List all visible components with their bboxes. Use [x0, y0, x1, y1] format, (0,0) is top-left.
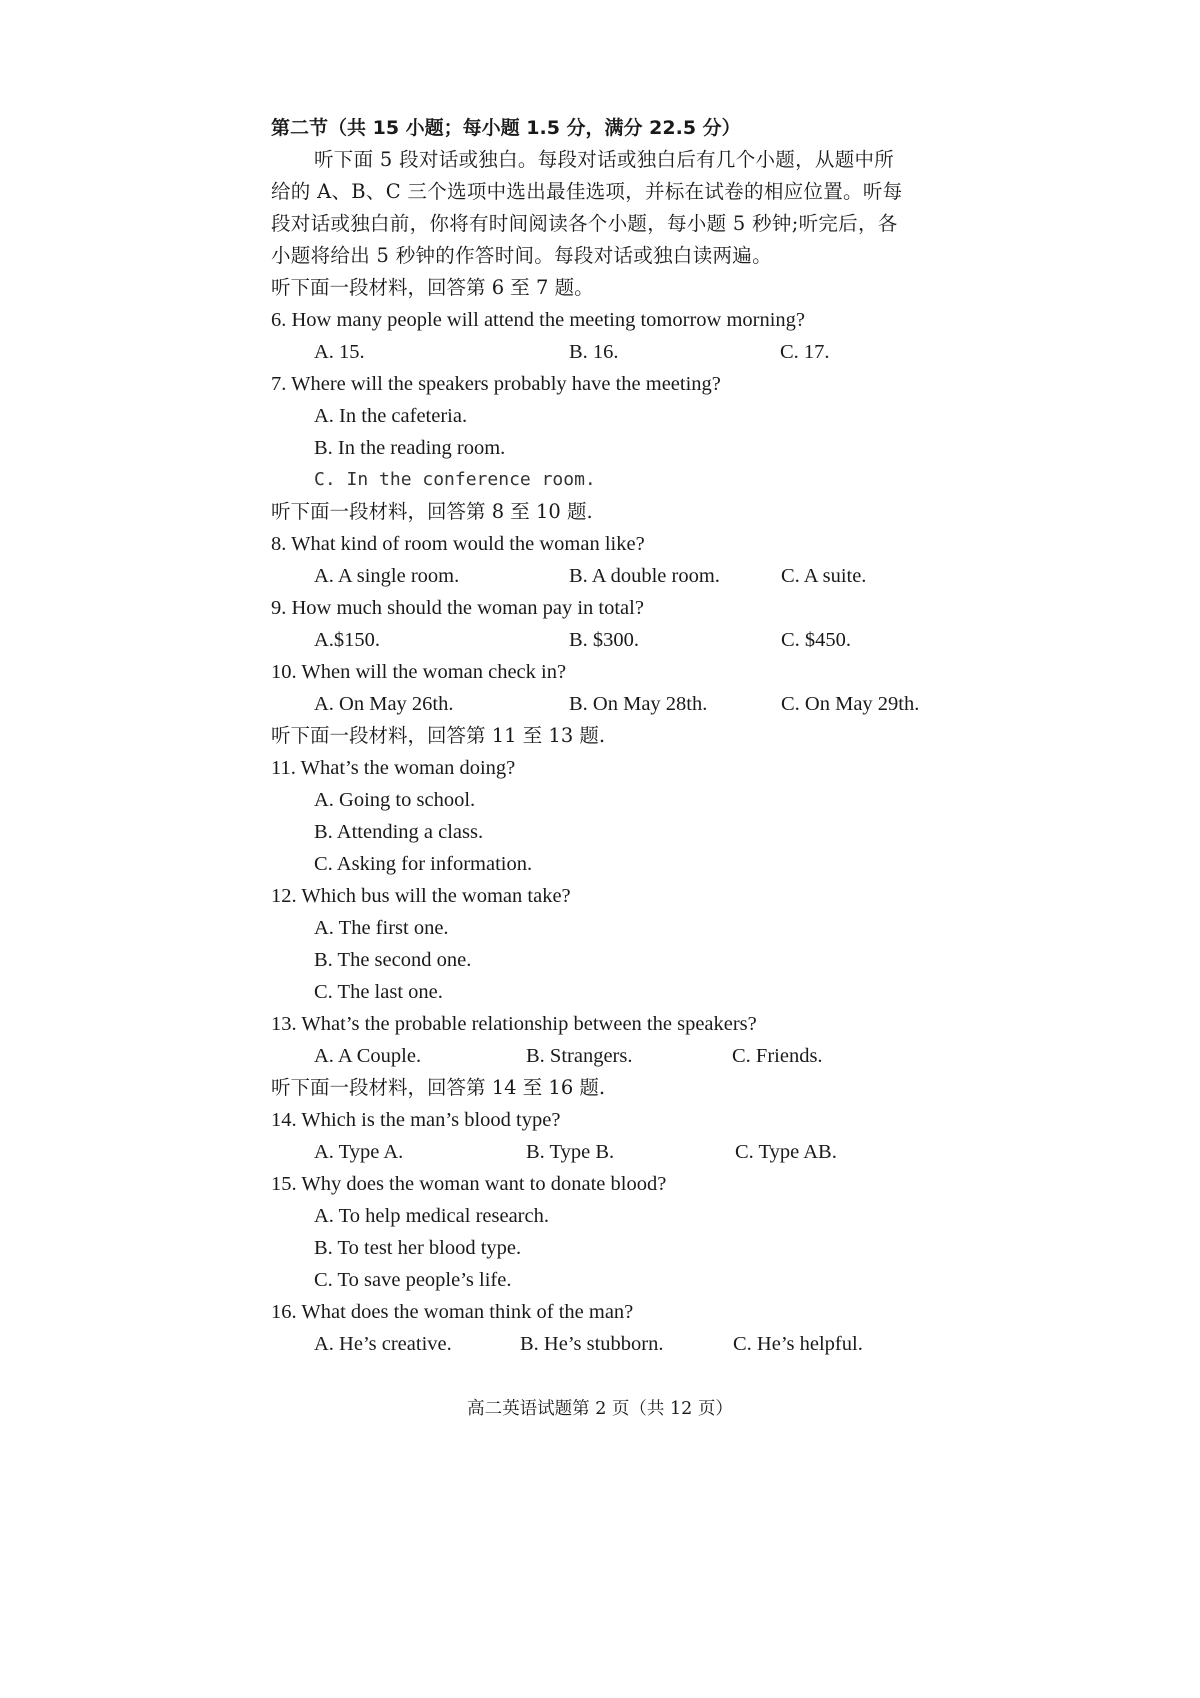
question-stem: 15. Why does the woman want to donate blood?: [271, 1173, 667, 1195]
option-a: A. On May 26th.: [314, 693, 454, 715]
option-a: A. A single room.: [314, 565, 460, 587]
option-b: B. He’s stubborn.: [520, 1333, 664, 1355]
option-b: B. In the reading room.: [314, 437, 506, 459]
option-b: B. $300.: [569, 629, 640, 651]
question-stem: 6. How many people will attend the meeting tomorrow morning?: [271, 309, 806, 331]
option-row: [271, 1328, 951, 1360]
option-a: A. Going to school.: [314, 789, 476, 811]
option-a: A. To help medical research.: [314, 1205, 549, 1227]
option-b: B. Strangers.: [526, 1045, 633, 1067]
option-a: A. A Couple.: [314, 1045, 422, 1067]
option-c: C. To save people’s life.: [314, 1269, 512, 1291]
option-b: B. 16.: [569, 341, 619, 363]
question-stem: 11. What’s the woman doing?: [271, 757, 516, 779]
instruction-line: 小题将给出 5 秒钟的作答时间。每段对话或独白读两遍。: [271, 244, 772, 267]
option-c: C. A suite.: [781, 565, 867, 587]
option-row: [271, 624, 951, 656]
listening-section: [271, 112, 951, 1360]
question-stem: 14. Which is the man’s blood type?: [271, 1109, 561, 1131]
material-heading: 听下面一段材料，回答第 11 至 13 题.: [271, 724, 606, 747]
option-a: A. Type A.: [314, 1141, 404, 1163]
option-c: C. In the conference room.: [314, 469, 596, 490]
section-title: 第二节（共 15 小题；每小题 1.5 分，满分 22.5 分）: [271, 117, 741, 139]
question-stem: 8. What kind of room would the woman like?: [271, 533, 645, 555]
option-a: A.$150.: [314, 629, 381, 651]
option-b: B. Attending a class.: [314, 821, 484, 843]
option-b: B. On May 28th.: [569, 693, 708, 715]
option-c: C. Friends.: [732, 1045, 823, 1067]
instruction-line: 给的 A、B、C 三个选项中选出最佳选项，并标在试卷的相应位置。听每: [271, 180, 903, 203]
question-stem: 10. When will the woman check in?: [271, 661, 567, 683]
material-heading: 听下面一段材料，回答第 14 至 16 题.: [271, 1076, 606, 1099]
material-heading: 听下面一段材料，回答第 8 至 10 题.: [271, 500, 593, 523]
instruction-line: 段对话或独白前，你将有时间阅读各个小题，每小题 5 秒钟;听完后，各: [271, 212, 898, 235]
question-stem: 13. What’s the probable relationship between the speakers?: [271, 1013, 757, 1035]
option-b: B. The second one.: [314, 949, 472, 971]
option-c: C. The last one.: [314, 981, 443, 1003]
material-heading: 听下面一段材料，回答第 6 至 7 题。: [271, 276, 594, 299]
option-row: [271, 560, 951, 592]
question-stem: 9. How much should the woman pay in total?: [271, 597, 644, 619]
option-row: [271, 688, 951, 720]
page-footer: 高二英语试题第 2 页（共 12 页）: [467, 1399, 733, 1419]
question-stem: 12. Which bus will the woman take?: [271, 885, 571, 907]
option-b: B. Type B.: [526, 1141, 615, 1163]
option-c: C. On May 29th.: [781, 693, 920, 715]
option-a: A. He’s creative.: [314, 1333, 452, 1355]
option-row: [271, 1040, 951, 1072]
option-a: A. In the cafeteria.: [314, 405, 468, 427]
option-a: A. 15.: [314, 341, 365, 363]
question-stem: 16. What does the woman think of the man?: [271, 1301, 634, 1323]
option-c: C. Type AB.: [735, 1141, 837, 1163]
option-b: B. A double room.: [569, 565, 720, 587]
option-a: A. The first one.: [314, 917, 449, 939]
option-c: C. Asking for information.: [314, 853, 533, 875]
option-row: [271, 1136, 951, 1168]
instruction-line: 听下面 5 段对话或独白。每段对话或独白后有几个小题，从题中所: [314, 148, 895, 171]
option-b: B. To test her blood type.: [314, 1237, 522, 1259]
question-stem: 7. Where will the speakers probably have the meeting?: [271, 373, 721, 395]
option-c: C. 17.: [780, 341, 830, 363]
option-c: C. He’s helpful.: [733, 1333, 863, 1355]
option-row: [271, 336, 951, 368]
option-c: C. $450.: [781, 629, 852, 651]
